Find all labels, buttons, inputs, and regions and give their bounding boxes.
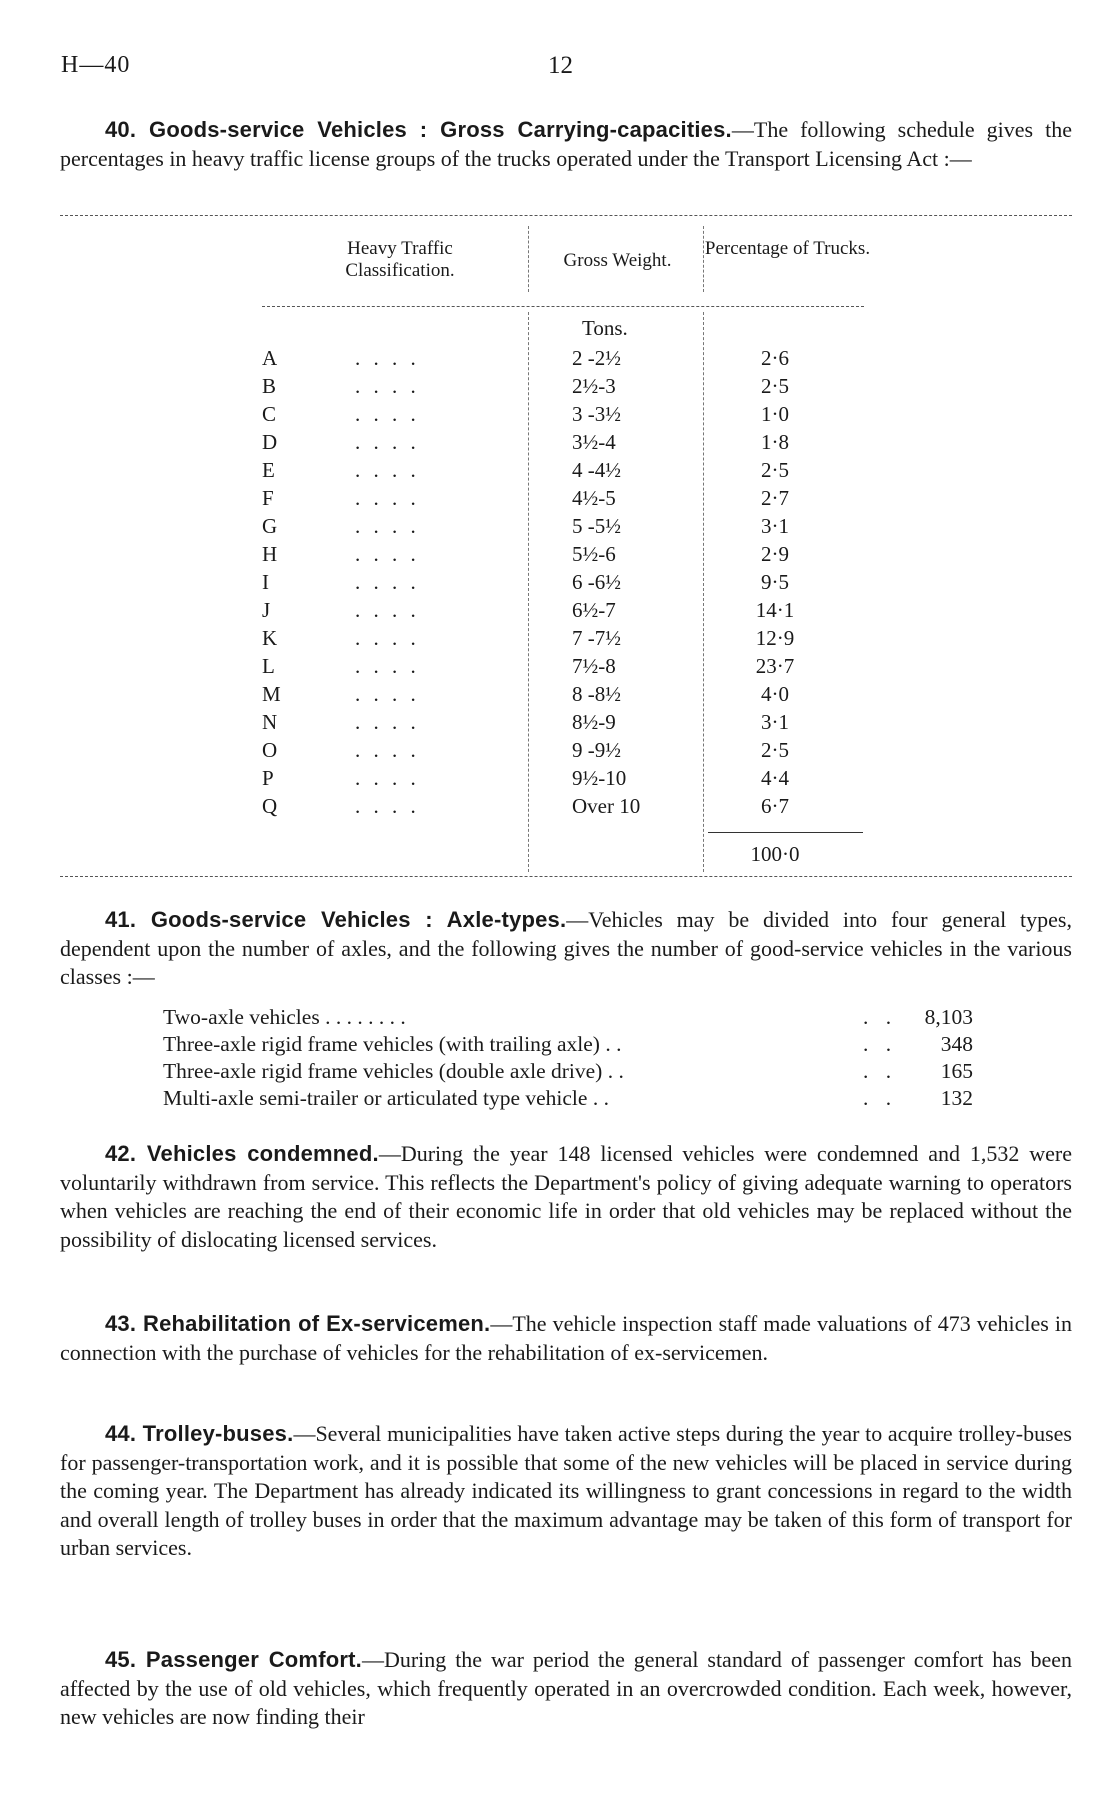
row-class: C	[262, 402, 277, 426]
row-class: D	[262, 430, 278, 454]
row-leader: . .	[863, 1005, 898, 1029]
row-percentage: 2·5	[761, 374, 789, 398]
document-reference: H—40	[61, 52, 131, 78]
row-leader: . . . .	[355, 346, 420, 370]
row-percentage: 1·8	[761, 430, 789, 454]
row-leader: . . . .	[355, 542, 420, 566]
row-weight: 3 -3½	[572, 402, 621, 426]
weight-units-label: Tons.	[582, 316, 628, 340]
axle-type-count: 165	[940, 1059, 973, 1083]
row-leader: . . . .	[355, 682, 420, 706]
row-percentage: 14·1	[755, 598, 795, 622]
table-bottom-rule	[60, 876, 1072, 877]
row-percentage: 2·9	[761, 542, 789, 566]
axle-type-count: 8,103	[924, 1005, 973, 1029]
row-leader: . . . .	[355, 766, 420, 790]
section-43-heading: 43. Rehabilitation of Ex-servicemen.	[105, 1311, 491, 1336]
section-41-text: —Vehicles may be divided into four general types, dependent upon the number of axles, and the following gives the number of good-service vehicles in the various classes :—	[60, 907, 1072, 989]
page-number: 12	[548, 52, 573, 79]
row-weight: 6½-7	[572, 598, 616, 622]
row-leader: . . . .	[355, 514, 420, 538]
axle-type-label: Three-axle rigid frame vehicles (double axle drive) . .	[163, 1059, 624, 1083]
row-leader: . . . .	[355, 598, 420, 622]
row-leader: . . . .	[355, 738, 420, 762]
row-leader: . . . .	[355, 458, 420, 482]
table-top-rule	[60, 215, 1072, 216]
row-weight: 8 -8½	[572, 682, 621, 706]
section-42-paragraph	[60, 1140, 1072, 1254]
list-item	[163, 1058, 973, 1085]
row-class: H	[262, 542, 278, 566]
row-leader: . . . .	[355, 374, 420, 398]
row-weight: 5 -5½	[572, 514, 621, 538]
col-header-classification: Heavy Traffic Classification.	[345, 238, 455, 281]
section-45-paragraph	[60, 1646, 1072, 1732]
section-45-text: —During the war period the general standard of passenger comfort has been affected by the use of old vehicles, which frequently operated in an overcrowded condition. Each week, however, new vehicles are now finding their	[60, 1647, 1073, 1729]
row-class: Q	[262, 794, 278, 818]
section-40-text: —The following schedule gives the percentages in heavy traffic license groups of the trucks operated under the Transport Licensing Act :—	[60, 117, 1072, 171]
list-item	[163, 1031, 973, 1058]
row-class: G	[262, 514, 278, 538]
row-percentage: 4·0	[761, 682, 789, 706]
row-percentage: 3·1	[761, 514, 789, 538]
section-40-heading: 40. Goods-service Vehicles : Gross Carrying-capacities.	[105, 117, 732, 142]
row-class: E	[262, 458, 275, 482]
row-weight: Over 10	[572, 794, 641, 818]
axle-type-label: Two-axle vehicles . . . . . . . .	[163, 1005, 406, 1029]
row-weight: 2 -2½	[572, 346, 621, 370]
row-percentage: 1·0	[761, 402, 789, 426]
row-leader: . . . .	[355, 402, 420, 426]
row-class: A	[262, 346, 278, 370]
row-weight: 8½-9	[572, 710, 616, 734]
row-class: N	[262, 710, 278, 734]
axle-type-label: Multi-axle semi-trailer or articulated type vehicle . .	[163, 1086, 609, 1110]
row-weight: 7 -7½	[572, 626, 621, 650]
row-weight: 9½-10	[572, 766, 627, 790]
row-percentage: 12·9	[755, 626, 795, 650]
row-class: L	[262, 654, 275, 678]
row-class: M	[262, 682, 281, 706]
row-percentage: 3·1	[761, 710, 789, 734]
section-43-paragraph	[60, 1310, 1072, 1367]
section-44-paragraph	[60, 1420, 1072, 1563]
row-percentage: 9·5	[761, 570, 789, 594]
section-43-text: —The vehicle inspection staff made valuations of 473 vehicles in connection with the purchase of vehicles for the rehabilitation of ex-servicemen.	[60, 1311, 1072, 1365]
row-weight: 2½-3	[572, 374, 616, 398]
col-header-percentage: Percentage of Trucks.	[704, 238, 871, 259]
list-item	[163, 1004, 973, 1031]
row-leader: . .	[863, 1086, 898, 1110]
section-42-heading: 42. Vehicles condemned.	[105, 1141, 379, 1166]
row-percentage: 2·7	[761, 486, 789, 510]
section-44-heading: 44. Trolley-buses.	[105, 1421, 294, 1446]
section-42-text: —During the year 148 licensed vehicles were condemned and 1,532 were voluntarily withdrawn from service. This reflects the Department's policy of giving adequate warning to operators when vehicles are reaching the end of their economic life in order that old vehicles may be replaced without the possibility of dislocating licensed services.	[60, 1141, 1072, 1252]
axle-type-count: 348	[940, 1032, 973, 1056]
section-44-text: —Several municipalities have taken active steps during the year to acquire trolley-buses for passenger-transportation work, and it is possible that some of the new vehicles will be placed in service during the coming year. The Department has already indicated its willingness to grant concessions in regard to the width and overall length of trolley buses in order that the maximum advantage may be taken of this form of transport for urban services.	[60, 1421, 1072, 1560]
row-percentage: 6·7	[761, 794, 789, 818]
row-percentage: 2·5	[761, 738, 789, 762]
axle-type-label: Three-axle rigid frame vehicles (with trailing axle) . .	[163, 1032, 622, 1056]
row-percentage: 4·4	[761, 766, 789, 790]
row-weight: 4½-5	[572, 486, 616, 510]
row-class: K	[262, 626, 278, 650]
row-percentage: 23·7	[755, 654, 795, 678]
row-leader: . .	[863, 1032, 898, 1056]
row-weight: 9 -9½	[572, 738, 621, 762]
row-weight: 6 -6½	[572, 570, 621, 594]
row-class: J	[262, 598, 271, 622]
row-leader: . . . .	[355, 794, 420, 818]
row-class: B	[262, 374, 277, 398]
row-weight: 5½-6	[572, 542, 616, 566]
row-class: F	[262, 486, 274, 510]
row-leader: . . . .	[355, 654, 420, 678]
axle-type-count: 132	[940, 1086, 973, 1110]
row-leader: . . . .	[355, 710, 420, 734]
row-leader: . . . .	[355, 626, 420, 650]
table-total: 100·0	[750, 842, 800, 866]
row-leader: . . . .	[355, 430, 420, 454]
row-leader: . . . .	[355, 486, 420, 510]
row-class: O	[262, 738, 278, 762]
section-41-paragraph	[60, 906, 1072, 992]
row-class: P	[262, 766, 274, 790]
table-header-rule	[262, 306, 864, 307]
section-41-heading: 41. Goods-service Vehicles : Axle-types.	[105, 907, 567, 932]
row-weight: 7½-8	[572, 654, 616, 678]
section-45-heading: 45. Passenger Comfort.	[105, 1647, 362, 1672]
row-percentage: 2·5	[761, 458, 789, 482]
row-leader: . . . .	[355, 570, 420, 594]
section-40-paragraph	[60, 116, 1072, 173]
row-weight: 4 -4½	[572, 458, 621, 482]
row-percentage: 2·6	[761, 346, 789, 370]
row-leader: . .	[863, 1059, 898, 1083]
row-weight: 3½-4	[572, 430, 616, 454]
total-rule	[708, 832, 863, 833]
col-header-gross-weight: Gross Weight.	[563, 250, 672, 271]
list-item	[163, 1085, 973, 1112]
row-class: I	[262, 570, 269, 594]
